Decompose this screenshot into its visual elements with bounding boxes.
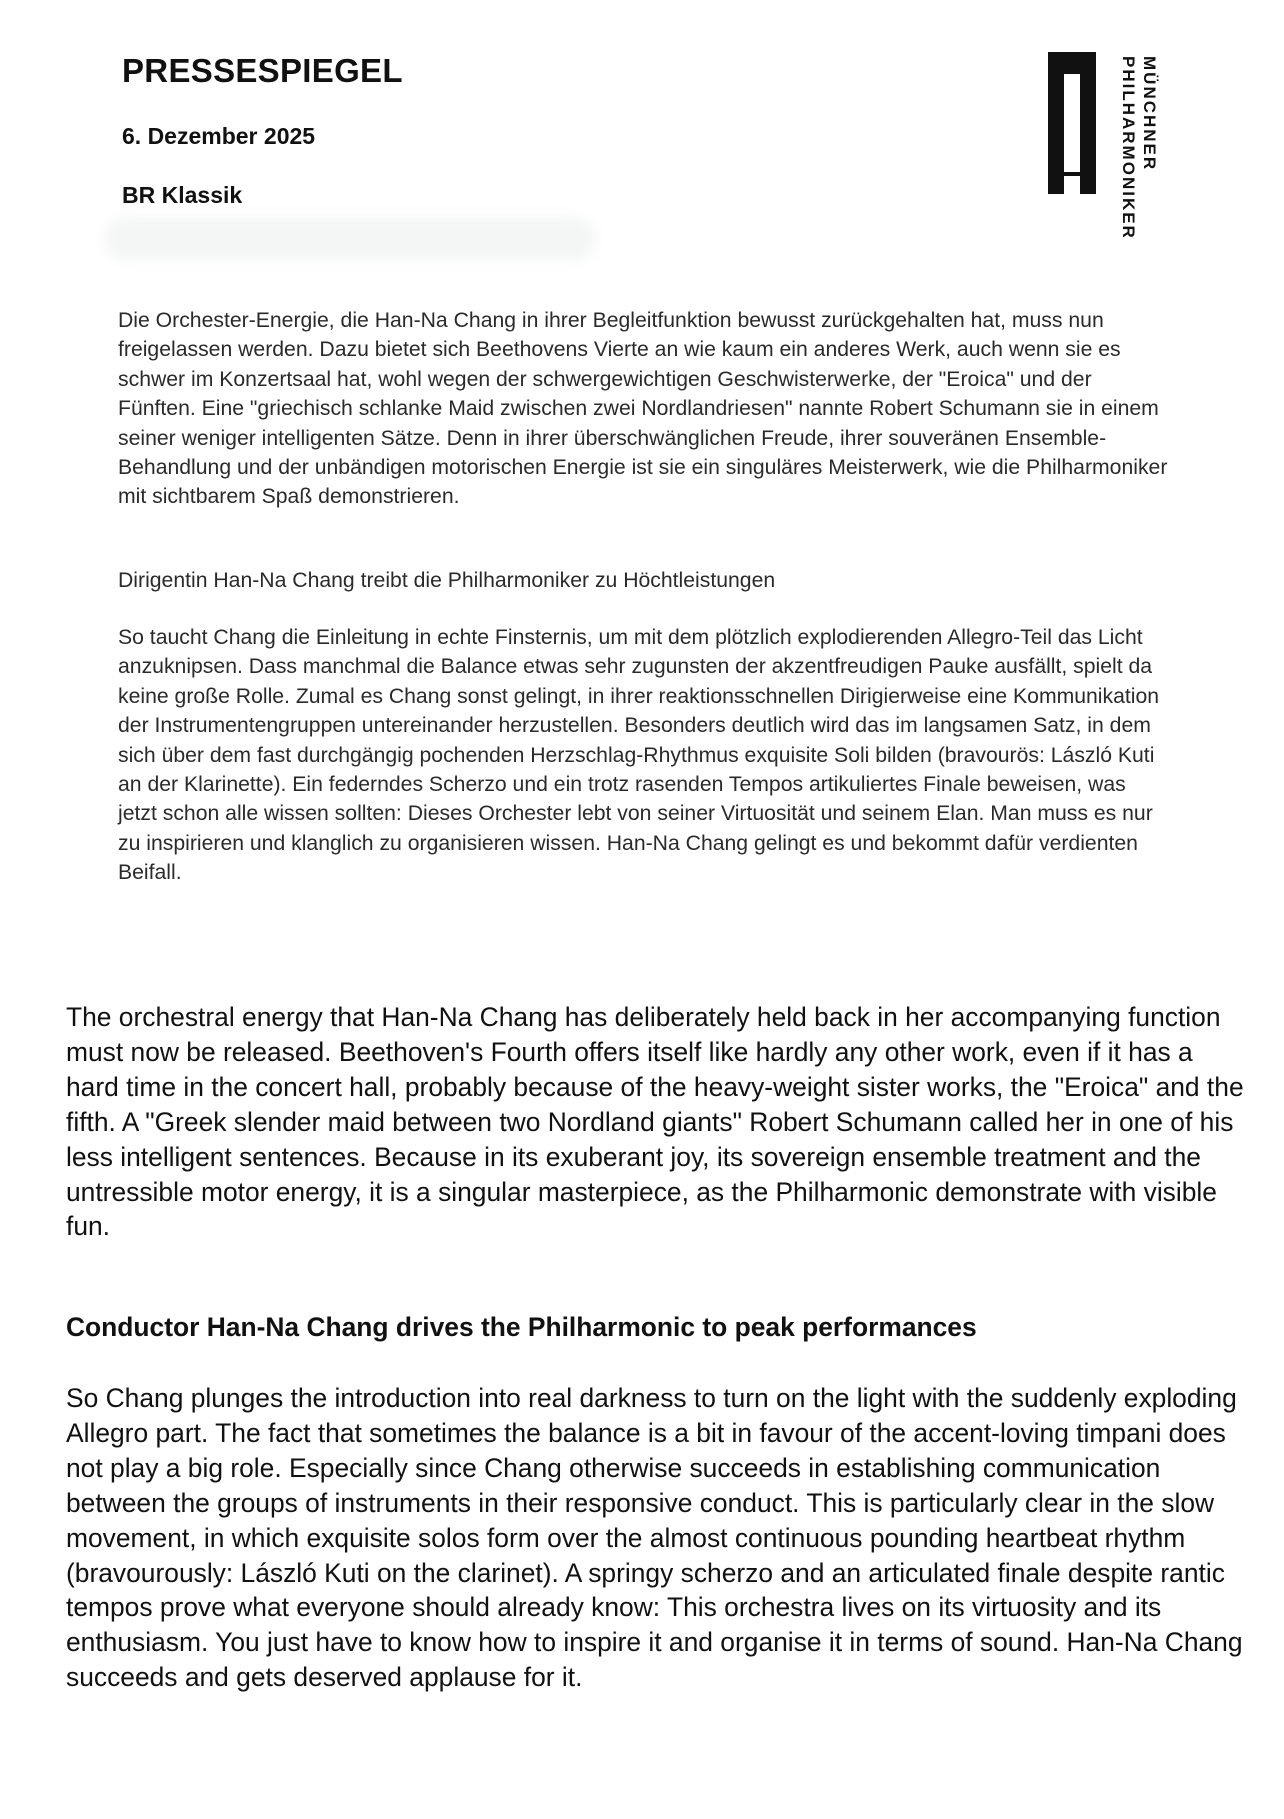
logo-line-2: PHILHARMONIKER	[1119, 56, 1138, 240]
publication-source: BR Klassik	[122, 182, 243, 208]
english-paragraph-2: So Chang plunges the introduction into real darkness to turn on the light with the suddenly exploding Allegro part. The fact that sometimes the balance is a bit in favour of the accent-loving timpani does not play a big role. Especially since Chang otherwise succeeds in establishing communication between the groups of instruments in their responsive conduct. This is particularly clear in the slow movement, in which exquisite solos form over the almost continuous pounding heartbeat rhythm (bravourously: László Kuti on the clarinet). A springy scherzo and an articulated finale despite rantic tempos prove what everyone should already know: This orchestra lives on its virtuosity and its enthusiasm. You just have to know how to inspire it and organise it in terms of sound. Han-Na Chang succeeds and gets deserved applause for it.	[66, 1383, 1243, 1693]
orchestra-logo-icon	[1048, 52, 1096, 194]
german-subheading: Dirigentin Han-Na Chang treibt die Philharmoniker zu Höchtleistungen	[118, 569, 776, 592]
page-title: PRESSESPIEGEL	[122, 52, 403, 89]
orchestra-logo-text	[1118, 56, 1160, 240]
german-paragraph-2: So taucht Chang die Einleitung in echte Finsternis, um mit dem plötzlich explodierenden Allegro-Teil das Licht anzuknipsen. Dass manchmal die Balance etwas sehr zugunsten der akzentfreudigen Pauke ausfällt, spielt da keine große Rolle. Zumal es Chang sonst gelingt, in ihrer reaktionsschnellen Dirigierweise eine Kommunikation der Instrumentengruppen untereinander herzustellen. Besonders deutlich wird das im langsamen Satz, in dem sich über dem fast durchgängig pochenden Herzschlag-Rhythmus exquisite Soli bilden (bravourös: László Kuti an der Klarinette). Ein federndes Scherzo und ein trotz rasenden Tempos artikuliertes Finale beweisen, was jetzt schon alle wissen sollten: Dieses Orchester lebt von seiner Virtuosität und seinem Elan. Man muss es nur zu inspirieren und klanglich zu organisieren wissen. Han-Na Chang gelingt es und bekommt dafür verdienten Beifall.	[118, 626, 1160, 885]
publication-date: 6. Dezember 2025	[122, 123, 316, 149]
logo-line-1: MÜNCHNER	[1140, 56, 1159, 172]
english-paragraph-1: The orchestral energy that Han-Na Chang has deliberately held back in her accompanying function must now be released. Beethoven's Fourth offers itself like hardly any other work, even if it has a hard time in the concert hall, probably because of the heavy-weight sister works, the "Eroica" and the fifth. A "Greek slender maid between two Nordland giants" Robert Schumann called her in one of his less intelligent sentences. Because in its exuberant joy, its sovereign ensemble treatment and the untressible motor energy, it is a singular masterpiece, as the Philharmonic demonstrate with visible fun.	[66, 1002, 1244, 1242]
german-paragraph-1: Die Orchester-Energie, die Han-Na Chang in ihrer Begleitfunktion bewusst zurückgehalten hat, muss nun freigelassen werden. Dazu bietet sich Beethovens Vierte an wie kaum ein anderes Werk, auch wenn sie es schwer im Konzertsaal hat, wohl wegen der schwergewichtigen Geschwisterwerke, der "Eroica" und der Fünften. Eine "griechisch schlanke Maid zwischen zwei Nordlandriesen" nannte Robert Schumann sie in einem seiner weniger intelligenten Sätze. Denn in ihrer überschwänglichen Freude, ihrer souveränen Ensemble-Behandlung und der unbändigen motorischen Energie ist sie ein singuläres Meisterwerk, wie die Philharmoniker mit sichtbarem Spaß demonstrieren.	[118, 309, 1168, 509]
english-subheading: Conductor Han-Na Chang drives the Philharmonic to peak performances	[66, 1312, 977, 1342]
redacted-line	[105, 218, 595, 260]
